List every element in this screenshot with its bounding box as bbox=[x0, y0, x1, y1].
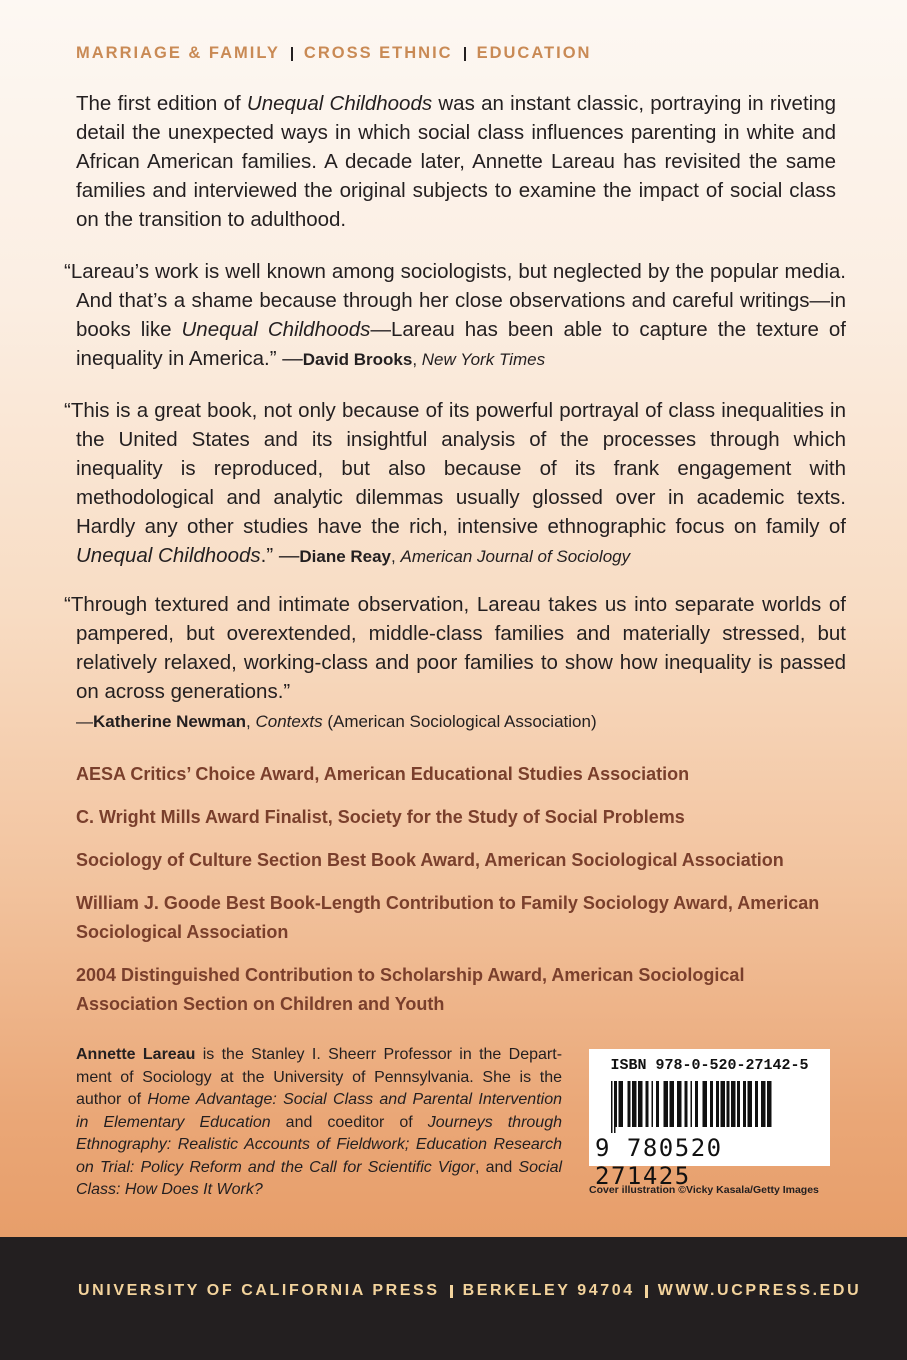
quote-text: “Lareau’s work is well known among sociologists, but neglected by the popular media. And that’s a shame because through her close observations and careful writings—in books like bbox=[64, 260, 846, 341]
quote-dash: — bbox=[76, 712, 93, 731]
barcode-bar bbox=[716, 1081, 719, 1127]
category-cross-ethnic: CROSS ETHNIC bbox=[303, 44, 453, 62]
barcode-bar bbox=[646, 1081, 649, 1127]
quote-text: “This is a great book, not only because of its powerful portrayal of class inequalities in the United States and its insightful analysis of the processes through which inequality is reproduced, but also because of its frank engagement with methodological and analytic dilemmas usually glossed over in academic texts. Hardly any other studies have the rich, intensive ethnographic focus on family of bbox=[64, 399, 846, 538]
book-description bbox=[76, 89, 836, 234]
quote-author: Diane Reay bbox=[299, 547, 392, 566]
bio-text: , and bbox=[474, 1158, 519, 1176]
bio-book-title: Journeys through Ethnography: Realistic Accounts of Fieldwork; Education Research on Trial: Policy Reform and the Call for Scientific Vigor bbox=[76, 1113, 562, 1176]
bio-text: is the Stanley I. Sheerr Professor in the Department of Sociology at the University of Pennsylvania. She is the author of bbox=[76, 1046, 563, 1108]
review-quote-newman bbox=[64, 590, 846, 736]
author-name: Annette Lareau bbox=[76, 1046, 196, 1063]
barcode-bar bbox=[614, 1081, 616, 1133]
quote-text: —Lareau has been able to capture the texture of inequality in America.” — bbox=[76, 318, 846, 370]
intro-text-2: was an instant classic, portraying in riveting detail the unexpected ways in which social class influences parenting in white and African American families. A decade later, Annette Lareau has revisited the same families and interviewed the original subjects to examine the impact of social class on the transition to adulthood. bbox=[76, 92, 836, 231]
barcode-bar bbox=[761, 1081, 766, 1127]
footer-publisher: UNIVERSITY OF CALIFORNIA PRESS bbox=[78, 1282, 440, 1299]
barcode-bar bbox=[677, 1081, 682, 1127]
barcode-bar bbox=[731, 1081, 736, 1127]
bio-book-title: Social Class: How Does It Work? bbox=[76, 1158, 563, 1198]
award-item: AESA Critics’ Choice Award, American Educational Studies Association bbox=[76, 764, 690, 784]
quote-author: Katherine Newman bbox=[93, 712, 247, 731]
quote-attribution bbox=[76, 706, 846, 736]
bio-book-title: Home Advantage: Social Class and Parental Intervention in Elementary Education bbox=[76, 1091, 562, 1131]
barcode-bar bbox=[710, 1081, 713, 1127]
barcode-bar bbox=[767, 1081, 772, 1127]
barcode-bar bbox=[755, 1081, 758, 1127]
footer-line bbox=[78, 1282, 861, 1300]
quote-source: American Journal of Sociology bbox=[400, 547, 631, 566]
footer-website: WWW.UCPRESS.EDU bbox=[657, 1282, 862, 1299]
barcode-bar bbox=[727, 1081, 730, 1127]
quote-separator: , bbox=[391, 547, 401, 566]
category-education: EDUCATION bbox=[476, 44, 592, 62]
quote-separator: , bbox=[246, 712, 256, 731]
barcode-bar bbox=[691, 1081, 693, 1127]
barcode-bar bbox=[632, 1081, 637, 1127]
awards-list bbox=[76, 760, 836, 1033]
category-separator bbox=[464, 47, 466, 61]
barcode-bar bbox=[695, 1081, 698, 1127]
review-quote-brooks bbox=[64, 257, 846, 374]
quote-text: .” — bbox=[260, 544, 300, 567]
barcode-bar bbox=[652, 1081, 654, 1127]
footer-separator bbox=[645, 1285, 648, 1298]
cover-credit: Cover illustration ©Vicky Kasala/Getty Images bbox=[589, 1184, 819, 1196]
quote-author: David Brooks bbox=[302, 350, 413, 369]
bio-text: and coeditor of bbox=[270, 1113, 428, 1131]
barcode-bar bbox=[611, 1081, 613, 1133]
barcode-bar bbox=[703, 1081, 708, 1127]
category-separator bbox=[291, 47, 293, 61]
category-marriage-family: MARRIAGE & FAMILY bbox=[76, 44, 280, 62]
quote-text: “Through textured and intimate observation, Lareau takes us into separate worlds of pampered, but overextended, middle-class families and materially stressed, but relatively relaxed, working-class and poor families to show how inequality is passed on across generations.” bbox=[64, 593, 846, 703]
quote-italic-title: Unequal Childhoods bbox=[76, 544, 261, 567]
barcode-bar bbox=[638, 1081, 643, 1127]
ean-number: 9 780520 271425 bbox=[595, 1134, 723, 1190]
publisher-footer bbox=[0, 1237, 907, 1360]
quote-separator: , bbox=[412, 350, 422, 369]
intro-text-1: The first edition of bbox=[76, 92, 247, 115]
barcode-bar bbox=[743, 1081, 746, 1127]
intro-book-title: Unequal Childhoods bbox=[246, 92, 433, 115]
quote-source-extra: (American Sociological Association) bbox=[322, 712, 597, 731]
barcode-bar bbox=[664, 1081, 669, 1127]
quote-source: Contexts bbox=[255, 712, 323, 731]
category-line bbox=[76, 44, 591, 63]
award-item: C. Wright Mills Award Finalist, Society for the Study of Social Problems bbox=[76, 807, 685, 827]
author-bio bbox=[76, 1044, 562, 1202]
quote-source: New York Times bbox=[421, 350, 546, 369]
barcode-bar bbox=[670, 1081, 675, 1127]
award-item: Sociology of Culture Section Best Book Award, American Sociological Association bbox=[76, 850, 784, 870]
review-quote-reay bbox=[64, 396, 846, 571]
award-item: William J. Goode Best Book-Length Contribution to Family Sociology Award, American Sociological Association bbox=[76, 893, 820, 942]
barcode-bar bbox=[656, 1081, 659, 1127]
barcode-bar bbox=[748, 1081, 753, 1127]
barcode-bar bbox=[737, 1081, 740, 1127]
barcode-bar bbox=[721, 1081, 726, 1127]
barcode-bar bbox=[685, 1081, 688, 1127]
footer-address: BERKELEY 94704 bbox=[462, 1282, 635, 1299]
award-item: 2004 Distinguished Contribution to Scholarship Award, American Sociological Association Section on Children and Youth bbox=[76, 965, 745, 1014]
footer-separator bbox=[450, 1285, 453, 1298]
barcode-bar bbox=[628, 1081, 631, 1127]
isbn-label: ISBN 978-0-520-27142-5 bbox=[610, 1057, 809, 1074]
barcode-bar bbox=[619, 1081, 624, 1127]
barcode-bars bbox=[611, 1081, 809, 1133]
barcode-bar bbox=[616, 1081, 618, 1127]
quote-italic-title: Unequal Childhoods bbox=[181, 318, 371, 341]
